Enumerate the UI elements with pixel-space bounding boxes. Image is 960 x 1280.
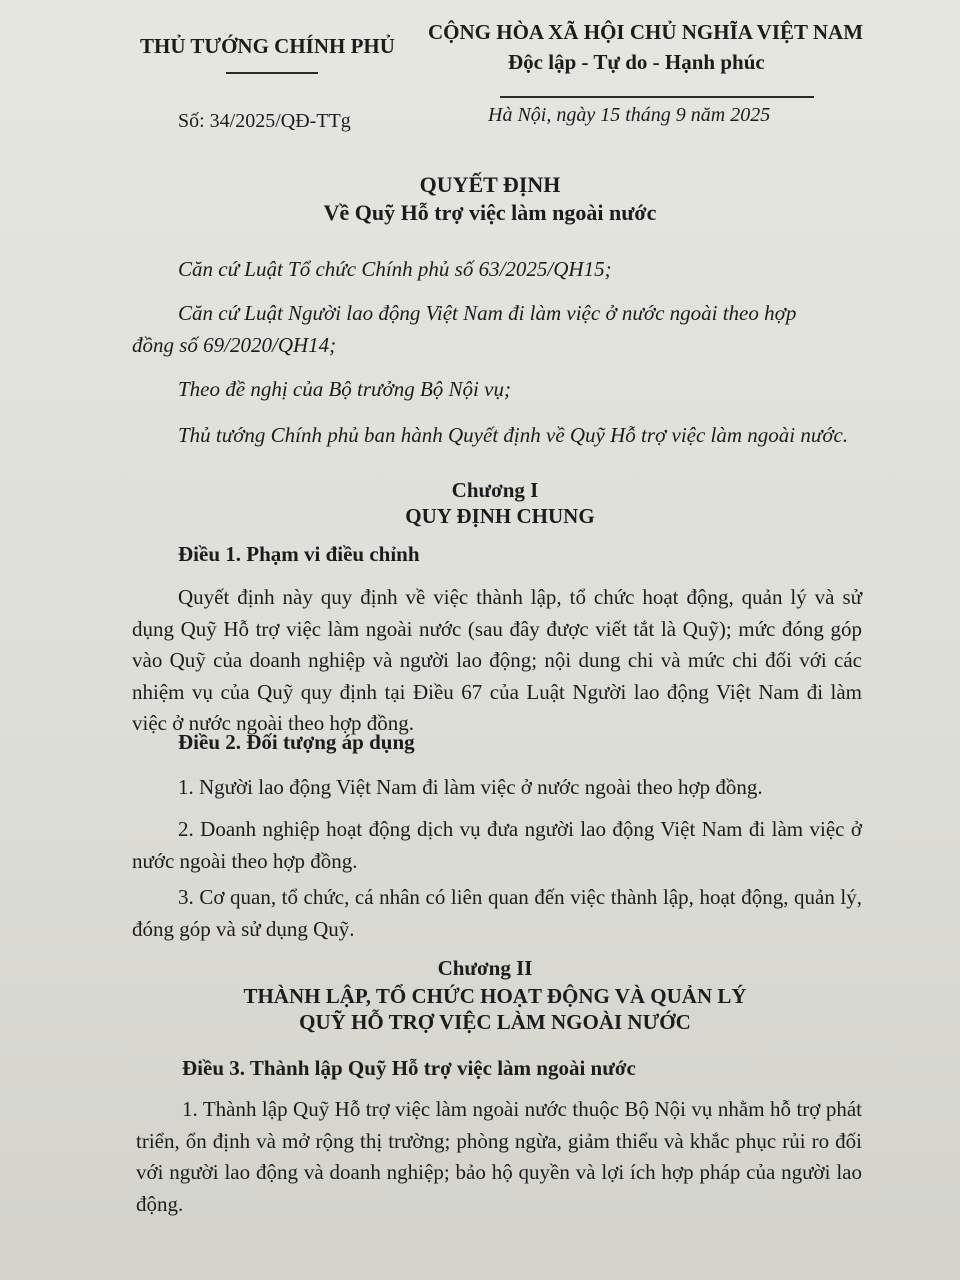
preamble-3: Theo đề nghị của Bộ trưởng Bộ Nội vụ; bbox=[178, 377, 511, 401]
preamble-2: Căn cứ Luật Người lao động Việt Nam đi làm việc ở nước ngoài theo hợp đồng số 69/2020/QH14; bbox=[132, 301, 797, 357]
motto-underline bbox=[500, 96, 814, 98]
document-title: QUYẾT ĐỊNH bbox=[419, 172, 561, 197]
article-3-item-1: 1. Thành lập Quỹ Hỗ trợ việc làm ngoài nước thuộc Bộ Nội vụ nhằm hỗ trợ phát triển, ổn định và mở rộng thị trường; phòng ngừa, giảm thiểu và khắc phục rủi ro đối với người lao động và doanh nghiệp; bảo hộ quyền và lợi ích hợp pháp của người lao động. bbox=[136, 1097, 862, 1216]
chapter-1-title: QUY ĐỊNH CHUNG bbox=[405, 504, 595, 528]
chapter-2-title-line-2: QUỸ HỖ TRỢ VIỆC LÀM NGOÀI NƯỚC bbox=[299, 1010, 691, 1034]
issuer-name: THỦ TƯỚNG CHÍNH PHỦ bbox=[140, 34, 395, 58]
article-2-item-1: 1. Người lao động Việt Nam đi làm việc ở nước ngoài theo hợp đồng. bbox=[178, 775, 763, 799]
chapter-1-label: Chương I bbox=[451, 478, 539, 502]
article-3-heading: Điều 3. Thành lập Quỹ Hỗ trợ việc làm ngoài nước bbox=[182, 1056, 636, 1080]
preamble-4: Thủ tướng Chính phủ ban hành Quyết định về Quỹ Hỗ trợ việc làm ngoài nước. bbox=[178, 423, 849, 447]
chapter-2-title-line-1: THÀNH LẬP, TỔ CHỨC HOẠT ĐỘNG VÀ QUẢN LÝ bbox=[243, 984, 747, 1008]
place-date: Hà Nội, ngày 15 tháng 9 năm 2025 bbox=[488, 104, 771, 126]
article-2-item-3: 3. Cơ quan, tổ chức, cá nhân có liên quan đến việc thành lập, hoạt động, quản lý, đóng góp và sử dụng Quỹ. bbox=[132, 885, 862, 941]
article-2-heading: Điều 2. Đối tượng áp dụng bbox=[178, 730, 415, 754]
document-subtitle: Về Quỹ Hỗ trợ việc làm ngoài nước bbox=[323, 200, 657, 225]
motto: Độc lập - Tự do - Hạnh phúc bbox=[508, 50, 765, 74]
article-1-text: Quyết định này quy định về việc thành lập, tổ chức hoạt động, quản lý và sử dụng Quỹ Hỗ trợ việc làm ngoài nước (sau đây được viết tắt là Quỹ); mức đóng góp vào Quỹ của doanh nghiệp và người lao động; nội dung chi và mức chi đối với các nhiệm vụ của Quỹ quy định tại Điều 67 của Luật Người lao động Việt Nam đi làm việc ở nước ngoài theo hợp đồng. bbox=[132, 585, 862, 735]
preamble-1: Căn cứ Luật Tổ chức Chính phủ số 63/2025/QH15; bbox=[178, 257, 612, 281]
article-2-item-2: 2. Doanh nghiệp hoạt động dịch vụ đưa người lao động Việt Nam đi làm việc ở nước ngoài theo hợp đồng. bbox=[132, 817, 862, 873]
document-number: Số: 34/2025/QĐ-TTg bbox=[178, 110, 351, 132]
article-1-heading: Điều 1. Phạm vi điều chỉnh bbox=[178, 542, 420, 566]
country-name: CỘNG HÒA XÃ HỘI CHỦ NGHĨA VIỆT NAM bbox=[428, 20, 864, 44]
chapter-2-label: Chương II bbox=[437, 956, 533, 980]
issuer-underline bbox=[226, 72, 318, 74]
